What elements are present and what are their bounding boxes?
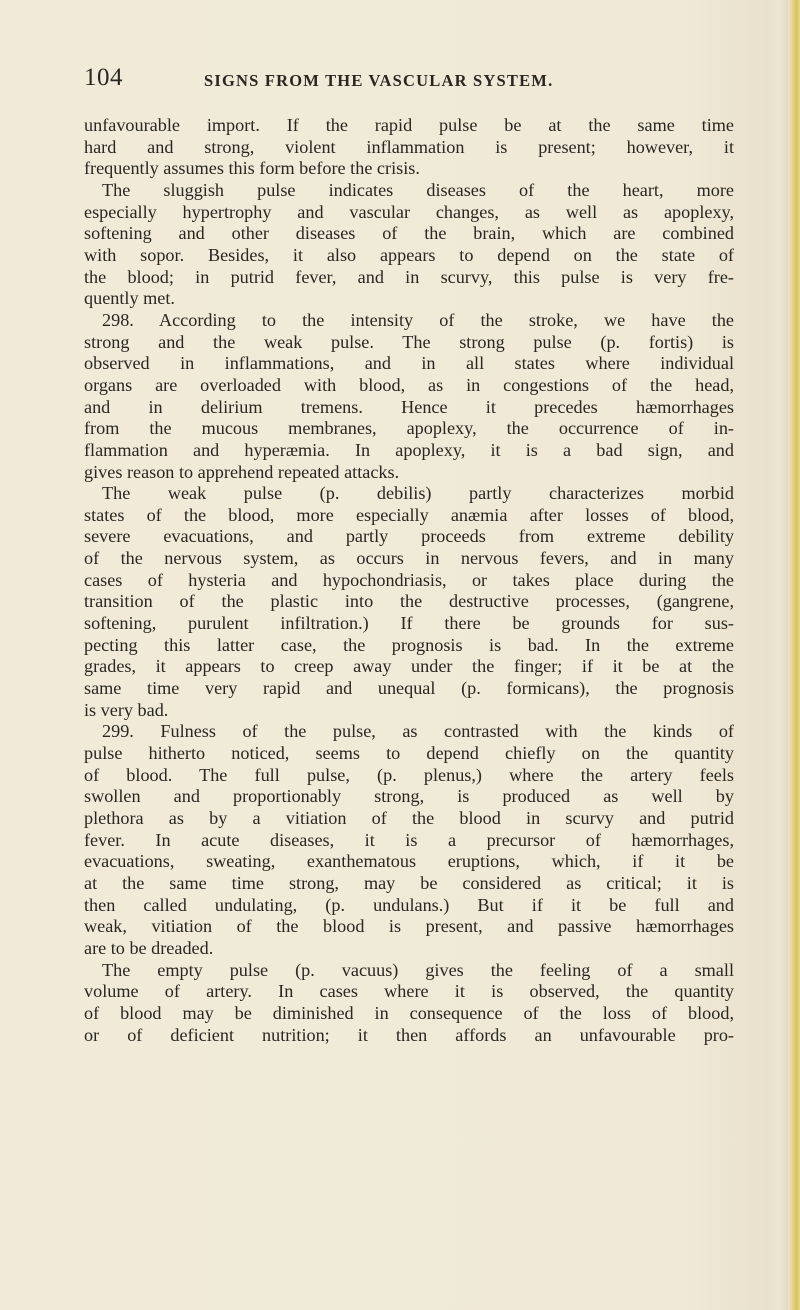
text-line: of blood may be diminished in consequence of the loss of blood, bbox=[84, 1002, 734, 1023]
text-line: states of the blood, more especially anæmia after losses of blood, bbox=[84, 504, 734, 525]
text-line: transition of the plastic into the destructive processes, (gangrene, bbox=[84, 591, 734, 612]
text-line: weak, vitiation of the blood is present, and passive hæmorrhages bbox=[84, 916, 734, 937]
text-line: then called undulating, (p. undulans.) But if it be full and bbox=[84, 894, 734, 915]
text-line: observed in inflammations, and in all states where individual bbox=[84, 353, 734, 374]
text-line: flammation and hyperæmia. In apoplexy, it is a bad sign, and bbox=[84, 439, 734, 460]
text-line: severe evacuations, and partly proceeds from extreme debility bbox=[84, 526, 734, 547]
text-line: especially hypertrophy and vascular changes, as well as apoplexy, bbox=[84, 201, 734, 222]
text-line: unfavourable import. If the rapid pulse be at the same time bbox=[84, 115, 734, 135]
text-line: strong and the weak pulse. The strong pulse (p. fortis) is bbox=[84, 331, 734, 352]
page-number: 104 bbox=[84, 64, 123, 91]
text-line: 298. According to the intensity of the stroke, we have the bbox=[102, 309, 734, 330]
text-line: volume of artery. In cases where it is observed, the quantity bbox=[84, 981, 734, 1002]
text-line: softening, purulent infiltration.) If there be grounds for sus- bbox=[84, 613, 734, 634]
text-line: pecting this latter case, the prognosis is bad. In the extreme bbox=[84, 634, 734, 655]
text-line: is very bad. bbox=[84, 699, 169, 720]
text-line: of the nervous system, as occurs in nervous fevers, and in many bbox=[84, 548, 734, 569]
text-line: same time very rapid and unequal (p. formicans), the prognosis bbox=[84, 678, 734, 699]
text-line: from the mucous membranes, apoplexy, the occurrence of in- bbox=[84, 418, 734, 439]
text-line: the blood; in putrid fever, and in scurvy, this pulse is very fre- bbox=[84, 266, 734, 287]
text-line: grades, it appears to creep away under the finger; if it be at the bbox=[84, 656, 734, 677]
page-edge bbox=[788, 0, 800, 1310]
text-line: frequently assumes this form before the crisis. bbox=[84, 158, 420, 179]
text-line: swollen and proportionably strong, is produced as well by bbox=[84, 786, 734, 807]
text-line: cases of hysteria and hypochondriasis, or takes place during the bbox=[84, 569, 734, 590]
running-title: SIGNS FROM THE VASCULAR SYSTEM. bbox=[204, 71, 554, 90]
text-line: pulse hitherto noticed, seems to depend chiefly on the quantity bbox=[84, 743, 734, 764]
text-line: of blood. The full pulse, (p. plenus,) where the artery feels bbox=[84, 764, 734, 785]
text-line: The weak pulse (p. debilis) partly characterizes morbid bbox=[102, 483, 734, 504]
text-line: organs are overloaded with blood, as in congestions of the head, bbox=[84, 374, 734, 395]
text-line: hard and strong, violent inflammation is present; however, it bbox=[84, 136, 734, 157]
text-line: softening and other diseases of the brain, which are combined bbox=[84, 223, 734, 244]
text-line: 299. Fulness of the pulse, as contrasted with the kinds of bbox=[102, 721, 734, 742]
text-line: with sopor. Besides, it also appears to depend on the state of bbox=[84, 244, 734, 265]
text-line: at the same time strong, may be considered as critical; it is bbox=[84, 872, 734, 893]
running-head bbox=[84, 64, 718, 104]
text-line: plethora as by a vitiation of the blood in scurvy and putrid bbox=[84, 808, 734, 828]
text-line: or of deficient nutrition; it then affords an unfavourable pro- bbox=[84, 1024, 734, 1045]
text-line: The sluggish pulse indicates diseases of the heart, more bbox=[102, 179, 734, 200]
text-line: The empty pulse (p. vacuus) gives the feeling of a small bbox=[102, 959, 734, 980]
text-line: are to be dreaded. bbox=[84, 937, 214, 958]
text-line: and in delirium tremens. Hence it precedes hæmorrhages bbox=[84, 396, 734, 417]
text-line: gives reason to apprehend repeated attacks. bbox=[84, 461, 400, 482]
text-line: quently met. bbox=[84, 288, 175, 309]
text-line: evacuations, sweating, exanthematous eruptions, which, if it be bbox=[84, 851, 734, 872]
text-line: fever. In acute diseases, it is a precursor of hæmorrhages, bbox=[84, 829, 734, 850]
body-text bbox=[84, 115, 734, 1046]
page-gutter-shadow bbox=[780, 0, 788, 1310]
